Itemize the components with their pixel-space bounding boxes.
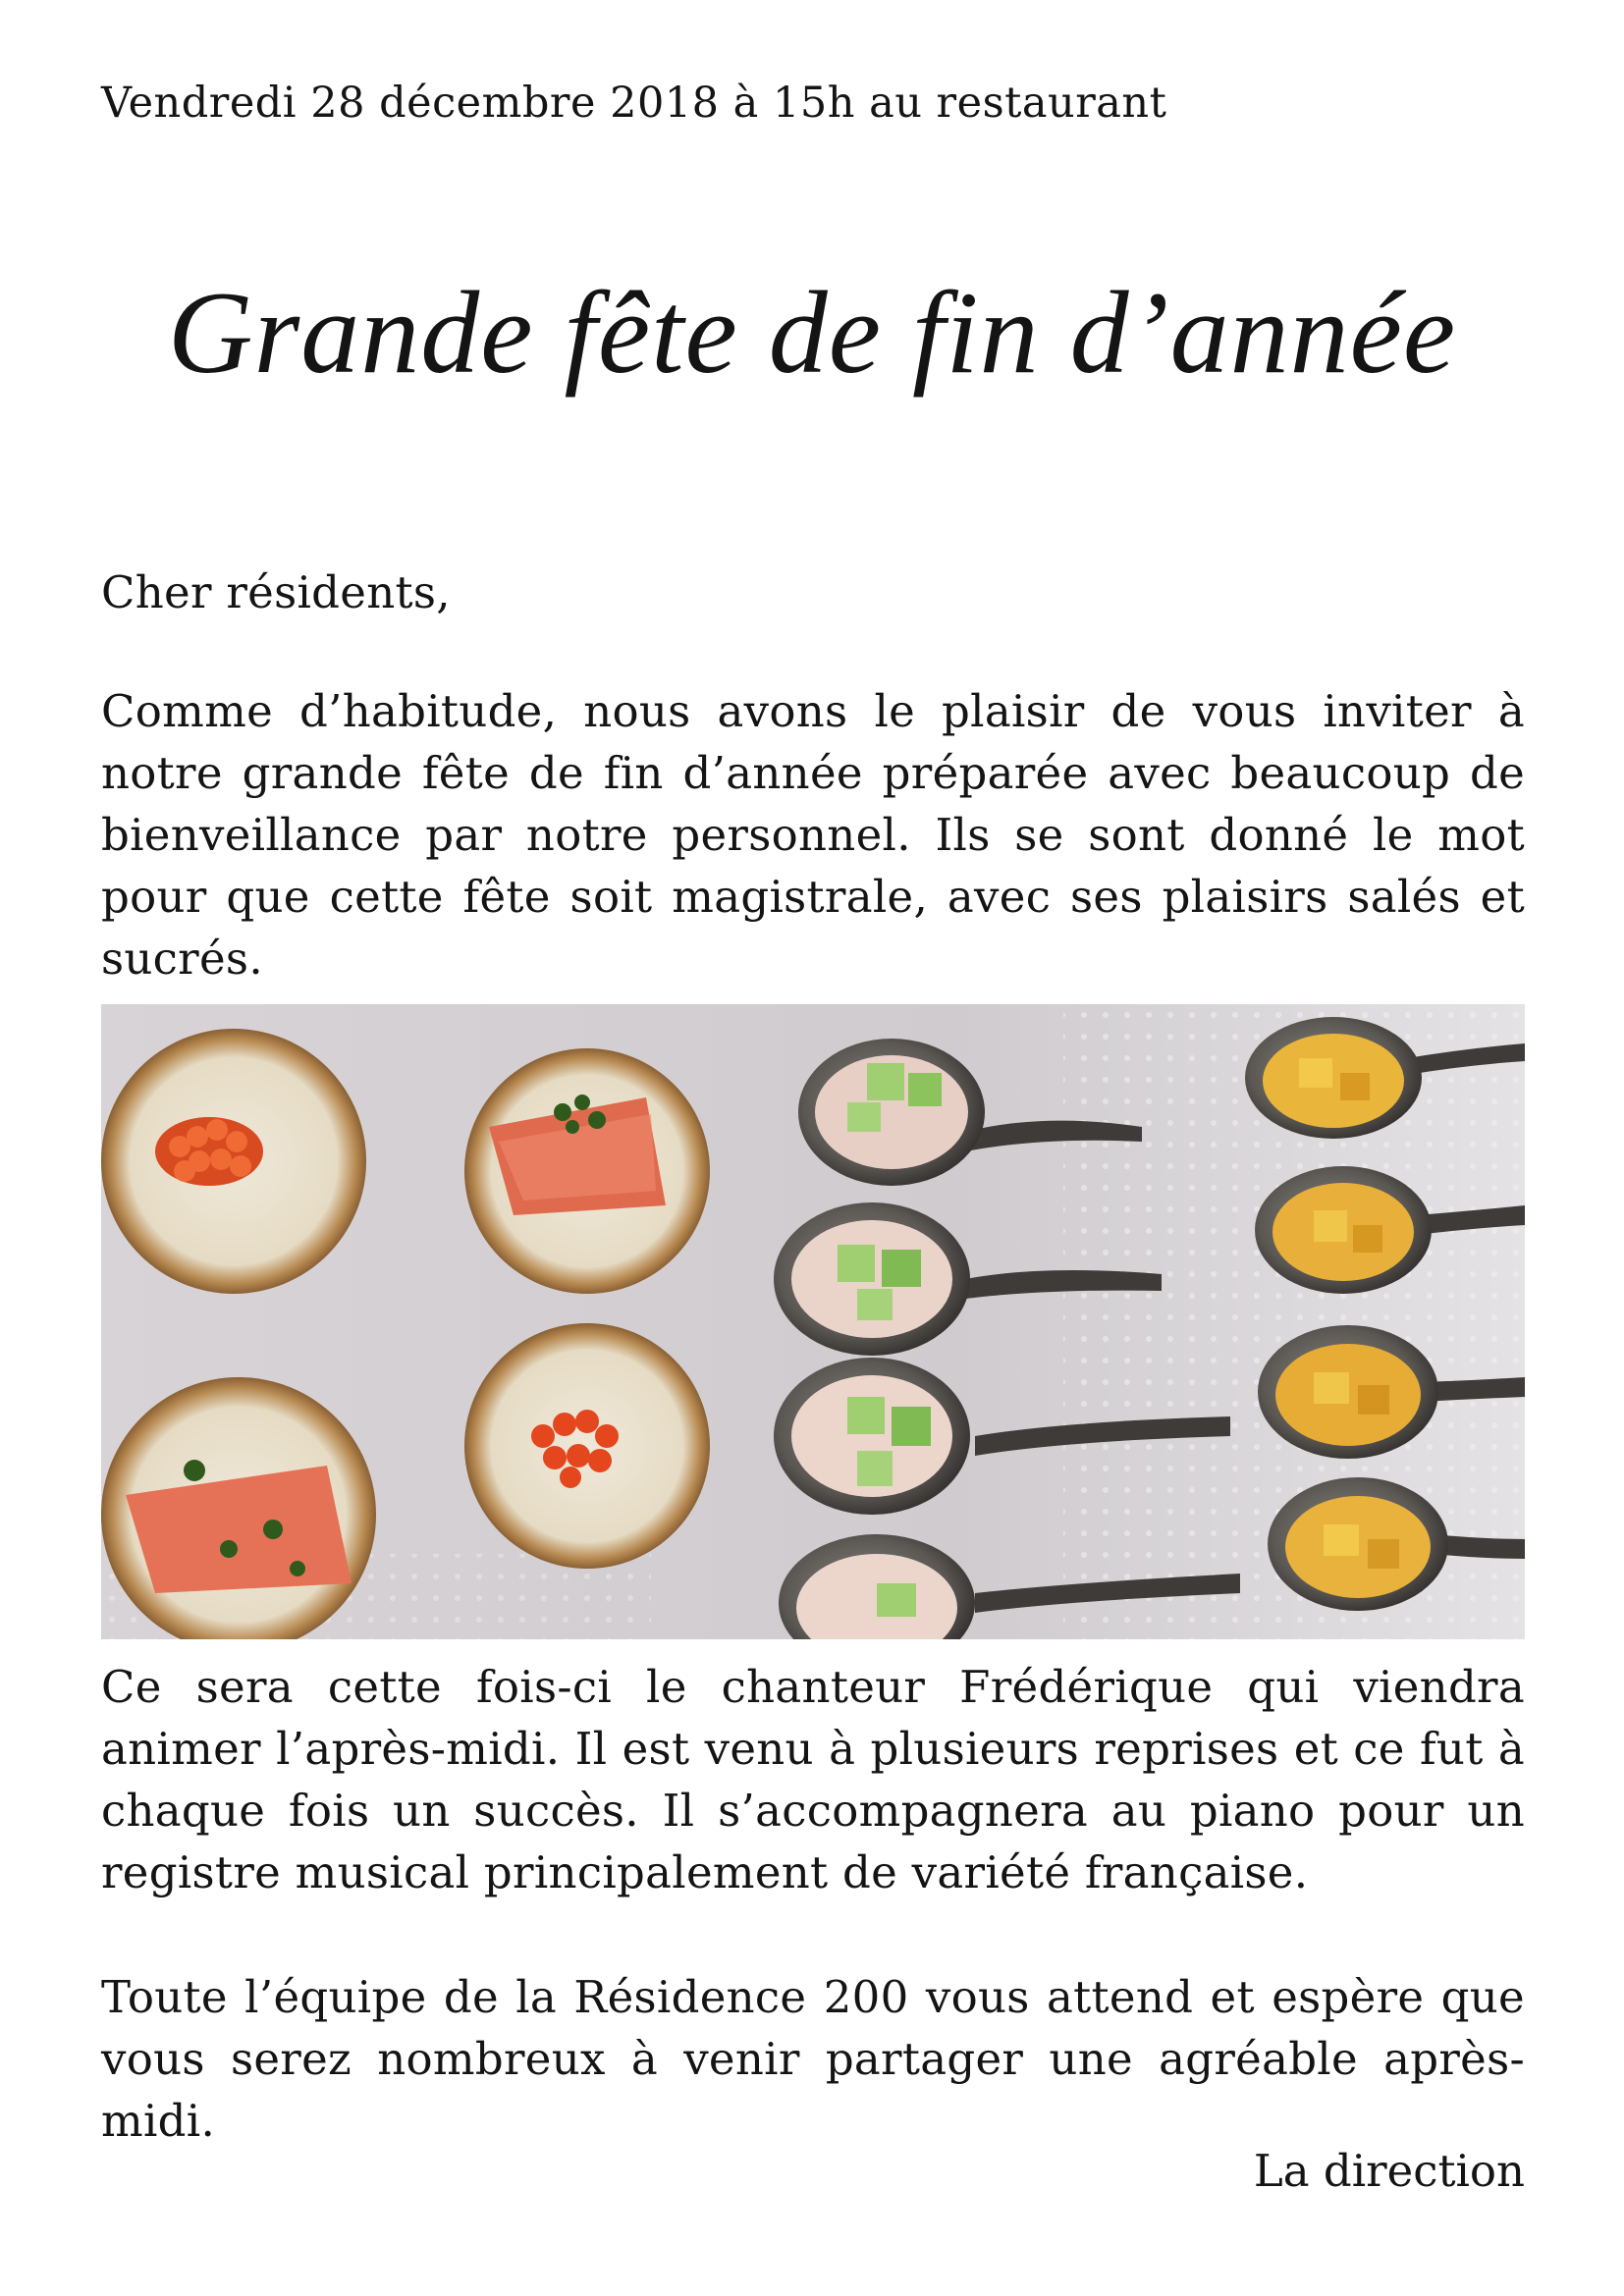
greeting: Cher résidents, — [101, 566, 451, 618]
paragraph-closing: Toute l’équipe de la Résidence 200 vous attend et espère que vous serez nombreux à venir partager une agréable après-midi. — [101, 1971, 1525, 2147]
paragraph-invitation: Comme d’habitude, nous avons le plaisir de vous inviter à notre grande fête de fin d’année préparée avec beaucoup de bienveillance par notre personnel. Ils se sont donné le mot pour que cette fête soit magistrale, avec ses plaisirs salés et sucrés. — [101, 685, 1525, 985]
food-photo — [101, 1004, 1525, 1639]
event-date-line: Vendredi 28 décembre 2018 à 15h au restaurant — [101, 79, 1167, 128]
paragraph-singer: Ce sera cette fois-ci le chanteur Frédérique qui viendra animer l’après-midi. Il est venu à plusieurs reprises et ce fut à chaque fois un succès. Il s’accompagnera au piano pour un registre musical principalement de variété française. — [101, 1661, 1525, 1898]
food-photo-illustration — [101, 1004, 1525, 1639]
signature: La direction — [1253, 2145, 1525, 2197]
page-title: Grande fête de fin d’année — [167, 267, 1457, 398]
